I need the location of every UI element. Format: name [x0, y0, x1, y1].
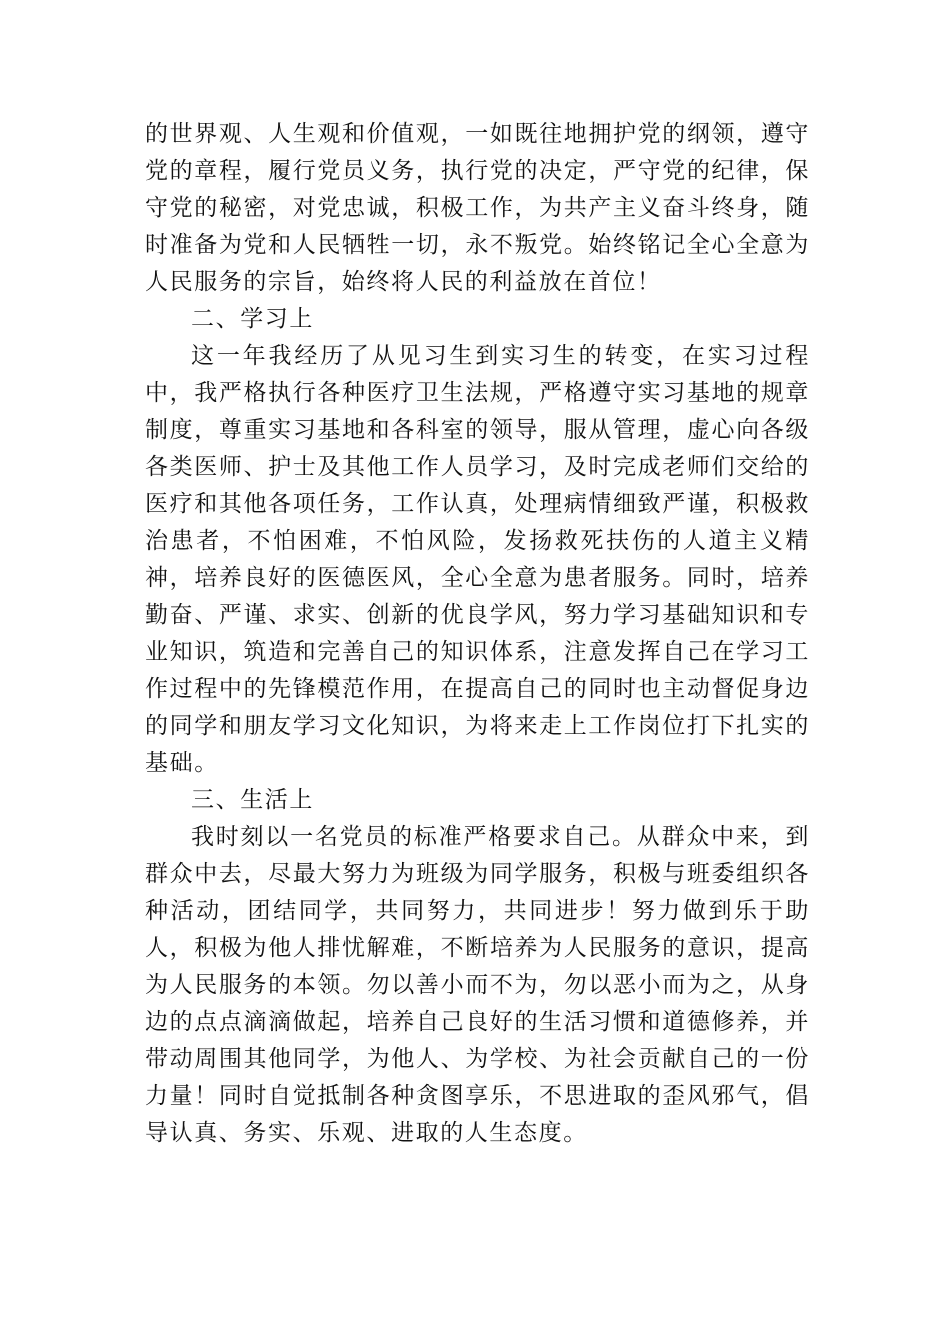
paragraph-continued: 的世界观、人生观和价值观，一如既往地拥护党的纲领，遵守党的章程，履行党员义务，执行党的决定，严守党的纪律，保守党的秘密，对党忠诚，积极工作，为共产主义奋斗终身，随时准备为党和人民牺牲一切，永不叛党。始终铭记全心全意为人民服务的宗旨，始终将人民的利益放在首位！ — [145, 121, 810, 295]
paragraph-life: 我时刻以一名党员的标准严格要求自己。从群众中来，到群众中去，尽最大努力为班级为同学服务，积极与班委组织各种活动，团结同学，共同努力，共同进步！努力做到乐于助人，积极为他人排忧解难，不断培养为人民服务的意识，提高为人民服务的本领。勿以善小而不为，勿以恶小而为之，从身边的点点滴滴做起，培养自己良好的生活习惯和道德修养，并带动周围其他同学，为他人、为学校、为社会贡献自己的一份力量！同时自觉抵制各种贪图享乐，不思进取的歪风邪气，倡导认真、务实、乐观、进取的人生态度。 — [145, 824, 810, 1146]
document-page — [145, 116, 810, 1152]
section-heading-study: 二、学习上 — [191, 306, 314, 332]
section-heading-life: 三、生活上 — [191, 787, 314, 813]
paragraph-study: 这一年我经历了从见习生到实习生的转变，在实习过程中，我严格执行各种医疗卫生法规，严格遵守实习基地的规章制度，尊重实习基地和各科室的领导，服从管理，虚心向各级各类医师、护士及其他工作人员学习，及时完成老师们交给的医疗和其他各项任务，工作认真，处理病情细致严谨，积极救治患者，不怕困难，不怕风险，发扬救死扶伤的人道主义精神，培养良好的医德医风，全心全意为患者服务。同时，培养勤奋、严谨、求实、创新的优良学风，努力学习基础知识和专业知识，筑造和完善自己的知识体系，注意发挥自己在学习工作过程中的先锋模范作用，在提高自己的同时也主动督促身边的同学和朋友学习文化知识，为将来走上工作岗位打下扎实的基础。 — [145, 343, 810, 776]
